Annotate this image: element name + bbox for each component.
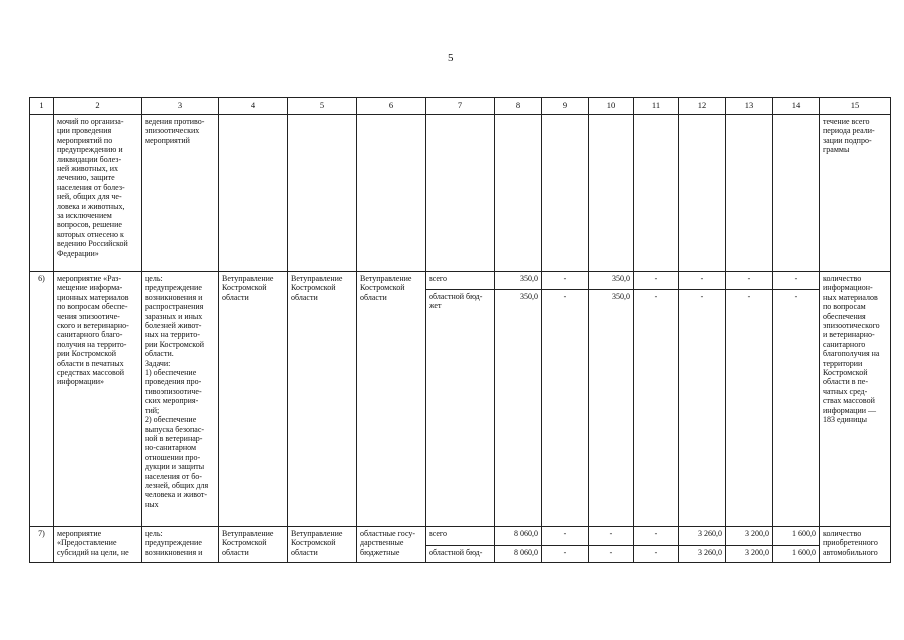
value-cell: -	[679, 272, 726, 290]
executor-cell	[219, 115, 288, 272]
value-cell: -	[589, 546, 634, 563]
table-row-6-top	[30, 272, 891, 290]
header-cell: 10	[589, 98, 634, 115]
value-cell: -	[773, 272, 820, 290]
value-cell	[679, 115, 726, 272]
value-cell: -	[726, 272, 773, 290]
value-cell	[495, 115, 542, 272]
value-cell: -	[542, 290, 589, 527]
goal-cell: ведения противо- эпизоотических мероприятий	[142, 115, 219, 272]
result-cell: количество приобретенного автомобильного	[820, 527, 891, 563]
executor-cell	[357, 115, 426, 272]
header-cell: 4	[219, 98, 288, 115]
result-cell: течение всего периода реали- зации подпро- граммы	[820, 115, 891, 272]
row-number-cell: 6)	[30, 272, 54, 527]
value-cell: 1 600,0	[773, 527, 820, 546]
executor-cell: Ветуправление Костромской области	[219, 527, 288, 563]
row-number-cell	[30, 115, 54, 272]
header-cell: 14	[773, 98, 820, 115]
value-cell	[589, 115, 634, 272]
value-cell	[726, 115, 773, 272]
value-cell: 3 260,0	[679, 527, 726, 546]
executor-cell: областные госу- дарственные бюджетные	[357, 527, 426, 563]
continuation-row	[30, 115, 891, 272]
value-cell: -	[634, 546, 679, 563]
goal-cell: цель: предупреждение возникновения и	[142, 527, 219, 563]
funding-source-cell: областной бюд- жет	[426, 290, 495, 527]
page-number: 5	[448, 52, 454, 64]
value-cell: 8 060,0	[495, 546, 542, 563]
value-cell: -	[634, 272, 679, 290]
header-cell: 8	[495, 98, 542, 115]
header-cell: 7	[426, 98, 495, 115]
header-cell: 12	[679, 98, 726, 115]
value-cell: -	[542, 272, 589, 290]
value-cell: 350,0	[589, 290, 634, 527]
executor-cell: Ветуправление Костромской области	[288, 272, 357, 527]
value-cell: 350,0	[495, 290, 542, 527]
value-cell: -	[634, 527, 679, 546]
header-cell: 9	[542, 98, 589, 115]
table-row-7-top	[30, 527, 891, 546]
result-cell: количество информацион- ных материалов по вопросам обеспечения эпизоотического и ветеринарно- санитарного благополучия на территории Костромской области в пе- чатных сред- ствах массовой информации — 183 единицы	[820, 272, 891, 527]
measure-cell: мочий по организа- ции проведения мероприятий по предупреждению и ликвидации болез- ней животных, их лечению, защите населения от болез- ней, общих для че- ловека и животных, за исключением вопросов, решение которых отнесено к ведению Российской Федерации»	[54, 115, 142, 272]
value-cell: -	[634, 290, 679, 527]
header-cell: 13	[726, 98, 773, 115]
value-cell: -	[679, 290, 726, 527]
value-cell	[634, 115, 679, 272]
value-cell: 3 260,0	[679, 546, 726, 563]
value-cell: -	[542, 546, 589, 563]
header-cell: 5	[288, 98, 357, 115]
program-table	[29, 97, 891, 563]
executor-cell	[288, 115, 357, 272]
header-cell: 6	[357, 98, 426, 115]
executor-cell: Ветуправление Костромской области	[219, 272, 288, 527]
header-cell: 11	[634, 98, 679, 115]
goal-cell: цель: предупреждение возникновения и распространения заразных и иных болезней живот- ных на террито- рии Костромской области. Задачи: 1) обеспечение проведения про- тивоэпизоотиче- ских мероприя- тий; 2) обеспечение выпуска безопас- ной в ветеринар- но-санитарном отношении про- дукции и защиты населения от бо- лезней, общих для человека и живот- ных	[142, 272, 219, 527]
funding-source-cell	[426, 115, 495, 272]
header-cell: 1	[30, 98, 54, 115]
funding-source-cell: всего	[426, 527, 495, 546]
row-number-cell: 7)	[30, 527, 54, 563]
header-row	[30, 98, 891, 115]
value-cell: 350,0	[589, 272, 634, 290]
value-cell: 8 060,0	[495, 527, 542, 546]
value-cell: 350,0	[495, 272, 542, 290]
funding-source-cell: областной бюд-	[426, 546, 495, 563]
header-cell: 3	[142, 98, 219, 115]
value-cell	[773, 115, 820, 272]
header-cell: 15	[820, 98, 891, 115]
value-cell: 1 600,0	[773, 546, 820, 563]
measure-cell: мероприятие «Предоставление субсидий на цели, не	[54, 527, 142, 563]
executor-cell: Ветуправление Костромской области	[288, 527, 357, 563]
value-cell: -	[726, 290, 773, 527]
value-cell: 3 200,0	[726, 546, 773, 563]
executor-cell: Ветуправление Костромской области	[357, 272, 426, 527]
value-cell: -	[589, 527, 634, 546]
value-cell	[542, 115, 589, 272]
header-cell: 2	[54, 98, 142, 115]
value-cell: -	[773, 290, 820, 527]
measure-cell: мероприятие «Раз- мещение информа- ционных материалов по вопросам обеспе- чения эпизоотиче- ского и ветеринарно- санитарного благо- получия на террито- рии Костромской области в печатных средствах массовой информации»	[54, 272, 142, 527]
value-cell: 3 200,0	[726, 527, 773, 546]
value-cell: -	[542, 527, 589, 546]
funding-source-cell: всего	[426, 272, 495, 290]
